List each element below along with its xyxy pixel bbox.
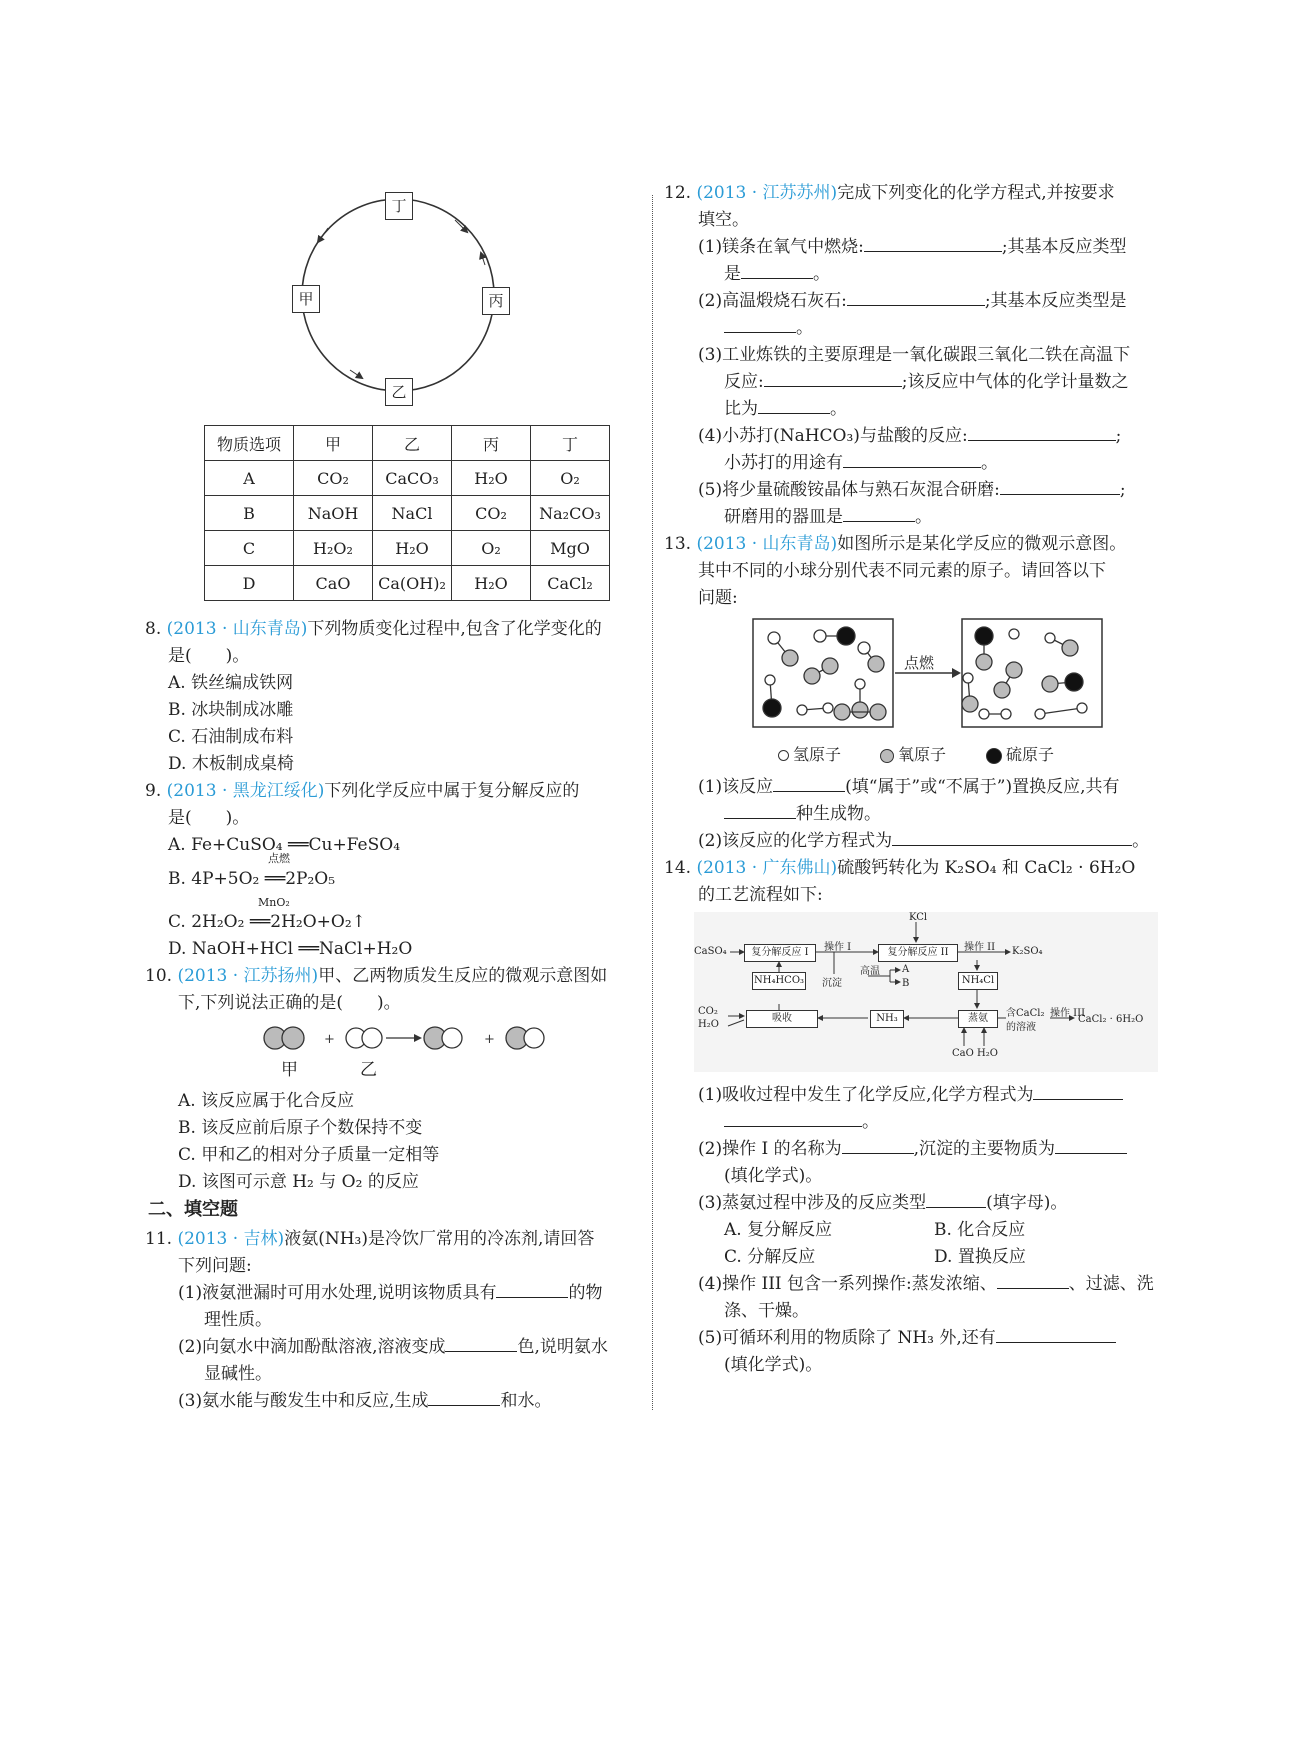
question-stem: 硫酸钙转化为 K₂SO₄ 和 CaCl₂ · 6H₂O: [837, 858, 1136, 878]
question-stem-cont: 其中不同的小球分别代表不同元素的原子。请回答以下: [698, 561, 1106, 581]
sub-question-text: (1)液氨泄漏时可用水处理,说明该物质具有: [178, 1283, 497, 1303]
table-cell: H₂O: [452, 566, 531, 601]
molecule-reaction-diagram: [262, 1020, 552, 1060]
sub-question-text: ;其基本反应类型: [1001, 237, 1127, 257]
answer-blank[interactable]: [996, 1326, 1116, 1343]
table-cell: CaO: [294, 566, 373, 601]
answer-blank[interactable]: [724, 316, 796, 333]
cycle-node-left: 甲: [292, 285, 320, 313]
flow-cacl2-solution-2: 的溶液: [1006, 1022, 1036, 1033]
legend-hydrogen: [778, 742, 841, 765]
sub-question-text: 。: [981, 453, 998, 473]
answer-blank[interactable]: [1033, 1083, 1123, 1100]
question-number: 13.: [664, 534, 692, 554]
flow-absorb: 吸收: [746, 1010, 818, 1028]
sub-question-text: 涤、干燥。: [724, 1301, 809, 1321]
sub-question-text: 比为: [724, 399, 758, 419]
question-source: (2013 · 吉林): [177, 1229, 285, 1249]
answer-blank[interactable]: [968, 424, 1116, 441]
question-source: (2013 · 江苏苏州): [696, 183, 838, 203]
sub-question-text: (填化学式)。: [724, 1166, 823, 1186]
option-c: C. 甲和乙的相对分子质量一定相等: [178, 1145, 440, 1165]
answer-blank[interactable]: [1055, 1137, 1127, 1154]
question-stem-cont: 下,下列说法正确的是( )。: [178, 993, 401, 1013]
sub-question-text: (2)向氨水中滴加酚酞溶液,溶液变成: [178, 1337, 446, 1357]
sub-question-text: (4)操作 III 包含一系列操作:蒸发浓缩、: [698, 1274, 997, 1294]
question-number: 11.: [145, 1229, 173, 1249]
table-cell: CaCO₃: [373, 461, 452, 496]
option-b: B. 该反应前后原子个数保持不变: [178, 1118, 423, 1138]
flow-nh3: NH₃: [870, 1010, 904, 1028]
sub-question-text: 色,说明氨水: [517, 1337, 608, 1357]
question-stem-cont: 是( )。: [168, 808, 250, 828]
table-cell: Na₂CO₃: [531, 496, 610, 531]
flow-caso4: CaSO₄: [694, 946, 727, 957]
sub-question-text: 反应:: [724, 372, 764, 392]
option-a: A. 复分解反应: [724, 1220, 833, 1240]
table-cell: H₂O: [452, 461, 531, 496]
table-header-cell: 丙: [452, 426, 531, 461]
answer-blank[interactable]: [445, 1335, 517, 1352]
answer-blank[interactable]: [428, 1389, 500, 1406]
question-stem: 甲、乙两物质发生反应的微观示意图如: [318, 966, 608, 986]
table-cell: A: [205, 461, 294, 496]
answer-blank[interactable]: [842, 1137, 914, 1154]
answer-blank[interactable]: [847, 289, 985, 306]
sub-question-text: ;: [1115, 426, 1122, 446]
cycle-node-bottom: 乙: [385, 378, 413, 406]
option-d: D. NaOH+HCl ══NaCl+H₂O: [168, 939, 413, 959]
question-stem: 完成下列变化的化学方程式,并按要求: [837, 183, 1115, 203]
oxygen-atom-icon: [880, 749, 894, 763]
column-divider: [652, 195, 653, 1410]
question-source: (2013 · 江苏扬州): [177, 966, 319, 986]
sub-question-text: (1)镁条在氧气中燃烧:: [698, 237, 864, 257]
table-cell: NaCl: [373, 496, 452, 531]
sub-question-text: 、过滤、洗: [1068, 1274, 1154, 1294]
sub-question-text: 。: [796, 318, 813, 338]
answer-blank[interactable]: [997, 1272, 1069, 1289]
flow-nh4hco3: NH₄HCO₃: [752, 972, 806, 990]
legend-sulfur: [986, 742, 1054, 765]
sub-question-text: 的物: [568, 1283, 603, 1303]
table-header-cell: 甲: [294, 426, 373, 461]
flow-product: CaCl₂ · 6H₂O: [1078, 1014, 1144, 1025]
flow-precipitate: 沉淀: [822, 978, 842, 989]
answer-blank[interactable]: [741, 262, 813, 279]
table-row: [205, 566, 610, 601]
sub-question-text: (3)工业炼铁的主要原理是一氧化碳跟三氧化二铁在高温下: [698, 345, 1131, 365]
table-cell: CO₂: [452, 496, 531, 531]
question-number: 12.: [664, 183, 692, 203]
sub-question-text: (5)将少量硫酸铵晶体与熟石灰混合研磨:: [698, 480, 1000, 500]
sub-question-text: (2)操作 I 的名称为: [698, 1139, 842, 1159]
flow-op2: 操作 II: [964, 942, 996, 953]
table-cell: H₂O: [373, 531, 452, 566]
table-cell: O₂: [452, 531, 531, 566]
sub-question-text: (5)可循环利用的物质除了 NH₃ 外,还有: [698, 1328, 996, 1348]
table-cell: B: [205, 496, 294, 531]
label-jia: 甲: [281, 1060, 298, 1080]
answer-blank[interactable]: [864, 235, 1002, 252]
answer-blank[interactable]: [926, 1191, 986, 1208]
flow-cao: CaO: [952, 1048, 974, 1059]
question-stem-cont: 填空。: [698, 210, 749, 230]
table-cell: MgO: [531, 531, 610, 566]
table-cell: C: [205, 531, 294, 566]
cycle-node-top: 丁: [385, 192, 413, 220]
sub-question-text: 。: [830, 399, 847, 419]
sub-question-text: 是: [724, 264, 741, 284]
question-source: (2013 · 黑龙江绥化): [166, 781, 325, 801]
arrow-condition: 点燃: [904, 654, 935, 672]
sub-question-text: 理性质。: [204, 1310, 272, 1330]
section-heading: 二、填空题: [148, 1199, 238, 1220]
answer-blank[interactable]: [1000, 478, 1120, 495]
flow-water: H₂O: [977, 1048, 998, 1059]
legend-oxygen: [880, 742, 946, 765]
table-cell: D: [205, 566, 294, 601]
question-number: 9.: [145, 781, 162, 801]
flowchart-arrows: [694, 912, 1158, 1072]
sub-question-text: 和水。: [500, 1391, 552, 1411]
sub-question-text: 研磨用的器皿是: [724, 507, 843, 527]
option-a: A. 铁丝编成铁网: [168, 673, 294, 693]
process-flowchart: [694, 912, 1158, 1072]
answer-blank[interactable]: [758, 397, 830, 414]
table-header-cell: 丁: [531, 426, 610, 461]
flow-op1: 操作 I: [824, 942, 852, 953]
legend-label: 氧原子: [898, 745, 947, 764]
catalyst-label: MnO₂: [258, 896, 290, 909]
answer-blank[interactable]: [843, 505, 915, 522]
table-header-row: [205, 426, 610, 461]
option-a: A. Fe+CuSO₄ ══Cu+FeSO₄: [168, 835, 401, 855]
answer-blank[interactable]: [773, 775, 845, 792]
answer-blank[interactable]: [496, 1281, 568, 1298]
table-cell: O₂: [531, 461, 610, 496]
sub-question-text: ;该反应中气体的化学计量数之: [901, 372, 1129, 392]
question-source: (2013 · 山东青岛): [166, 619, 308, 639]
question-source: (2013 · 山东青岛): [696, 534, 838, 554]
flow-k2so4: K₂SO₄: [1012, 946, 1043, 957]
question-stem-cont: 下列问题:: [178, 1256, 252, 1276]
sub-question-text: ;: [1119, 480, 1126, 500]
sub-question-text: (2)该反应的化学方程式为: [698, 831, 893, 851]
flow-ammonia-distill: 蒸氨: [958, 1010, 998, 1028]
sub-question-text: (3)蒸氨过程中涉及的反应类型: [698, 1193, 927, 1213]
option-c: C. 石油制成布料: [168, 727, 294, 747]
question-stem: 下列物质变化过程中,包含了化学变化的: [307, 619, 602, 639]
flow-high-temp: 高温: [860, 966, 880, 977]
question-number: 14.: [664, 858, 692, 878]
option-c: C. 2H₂O₂ ══2H₂O+O₂↑: [168, 912, 366, 932]
option-a: A. 该反应属于化合反应: [178, 1091, 355, 1111]
option-b: B. 冰块制成冰雕: [168, 700, 294, 720]
question-number: 8.: [145, 619, 162, 639]
option-d: D. 该图可示意 H₂ 与 O₂ 的反应: [178, 1172, 419, 1192]
sub-question-text: 。: [1132, 831, 1150, 851]
sub-question-text: 小苏打的用途有: [724, 453, 843, 473]
svg-text:+: +: [324, 1032, 335, 1047]
sulfur-atom-icon: [986, 748, 1002, 764]
flow-reaction-1: 复分解反应 I: [744, 944, 816, 962]
table-row: [205, 531, 610, 566]
sub-question-text: (2)高温煅烧石灰石:: [698, 291, 847, 311]
flow-co2: CO₂: [698, 1006, 718, 1017]
option-b: B. 4P+5O₂ ══2P₂O₅: [168, 869, 336, 889]
question-source: (2013 · 广东佛山): [696, 858, 838, 878]
table-header-cell: 乙: [373, 426, 452, 461]
sub-question-text: 种生成物。: [796, 804, 881, 824]
flow-kcl: KCl: [909, 912, 928, 923]
material-table: [204, 425, 610, 601]
option-d: D. 木板制成桌椅: [168, 754, 294, 774]
question-stem-cont: 是( )。: [168, 646, 250, 666]
question-stem: 如图所示是某化学反应的微观示意图。: [837, 534, 1127, 554]
answer-blank[interactable]: [843, 451, 981, 468]
answer-blank[interactable]: [724, 1110, 862, 1127]
answer-blank[interactable]: [724, 802, 796, 819]
question-stem: 液氨(NH₃)是冷饮厂常用的冷冻剂,请回答: [284, 1229, 595, 1249]
flow-product-a: A: [902, 964, 910, 975]
question-number: 10.: [145, 966, 173, 986]
table-cell: CO₂: [294, 461, 373, 496]
sub-question-text: (1)吸收过程中发生了化学反应,化学方程式为: [698, 1085, 1034, 1105]
table-row: [205, 461, 610, 496]
table-cell: Ca(OH)₂: [373, 566, 452, 601]
sub-question-text: 。: [915, 507, 932, 527]
table-cell: NaOH: [294, 496, 373, 531]
flow-product-b: B: [902, 978, 910, 989]
sub-question-text: ,沉淀的主要物质为: [913, 1139, 1056, 1159]
flow-h2o: H₂O: [698, 1019, 719, 1030]
sub-question-text: (填字母)。: [986, 1193, 1068, 1213]
question-stem-cont: 问题:: [698, 588, 738, 608]
flow-cacl2-solution-1: 含CaCl₂: [1006, 1008, 1045, 1019]
sub-question-text: 显碱性。: [204, 1364, 272, 1384]
option-c: C. 分解反应: [724, 1247, 816, 1267]
svg-text:+: +: [484, 1032, 495, 1047]
answer-blank[interactable]: [764, 370, 902, 387]
sub-question-text: (填化学式)。: [724, 1355, 823, 1375]
question-stem: 下列化学反应中属于复分解反应的: [324, 781, 580, 801]
table-cell: CaCl₂: [531, 566, 610, 601]
option-d: D. 置换反应: [934, 1247, 1026, 1267]
table-row: [205, 496, 610, 531]
answer-blank[interactable]: [892, 829, 1132, 846]
legend-label: 硫原子: [1006, 745, 1055, 764]
cycle-node-right: 丙: [482, 287, 510, 315]
sub-question-text: (4)小苏打(NaHCO₃)与盐酸的反应:: [698, 426, 968, 446]
sub-question-text: (填“属于”或“不属于”)置换反应,共有: [845, 777, 1120, 797]
condition-label: 点燃: [268, 852, 290, 865]
legend-label: 氢原子: [793, 745, 842, 764]
hydrogen-atom-icon: [778, 750, 789, 761]
flow-op3: 操作 III: [1050, 1008, 1086, 1019]
sub-question-text: (1)该反应: [698, 777, 774, 797]
table-header-cell: 物质选项: [205, 426, 294, 461]
sub-question-text: 。: [862, 1112, 879, 1132]
flow-nh4cl: NH₄Cl: [958, 972, 998, 990]
flow-reaction-2: 复分解反应 II: [878, 944, 958, 962]
sub-question-text: (3)氨水能与酸发生中和反应,生成: [178, 1391, 429, 1411]
table-cell: H₂O₂: [294, 531, 373, 566]
sub-question-text: ;其基本反应类型是: [984, 291, 1127, 311]
question-stem-cont: 的工艺流程如下:: [698, 885, 823, 905]
sub-question-text: 。: [813, 264, 830, 284]
option-b: B. 化合反应: [934, 1220, 1026, 1240]
label-yi: 乙: [360, 1060, 377, 1080]
